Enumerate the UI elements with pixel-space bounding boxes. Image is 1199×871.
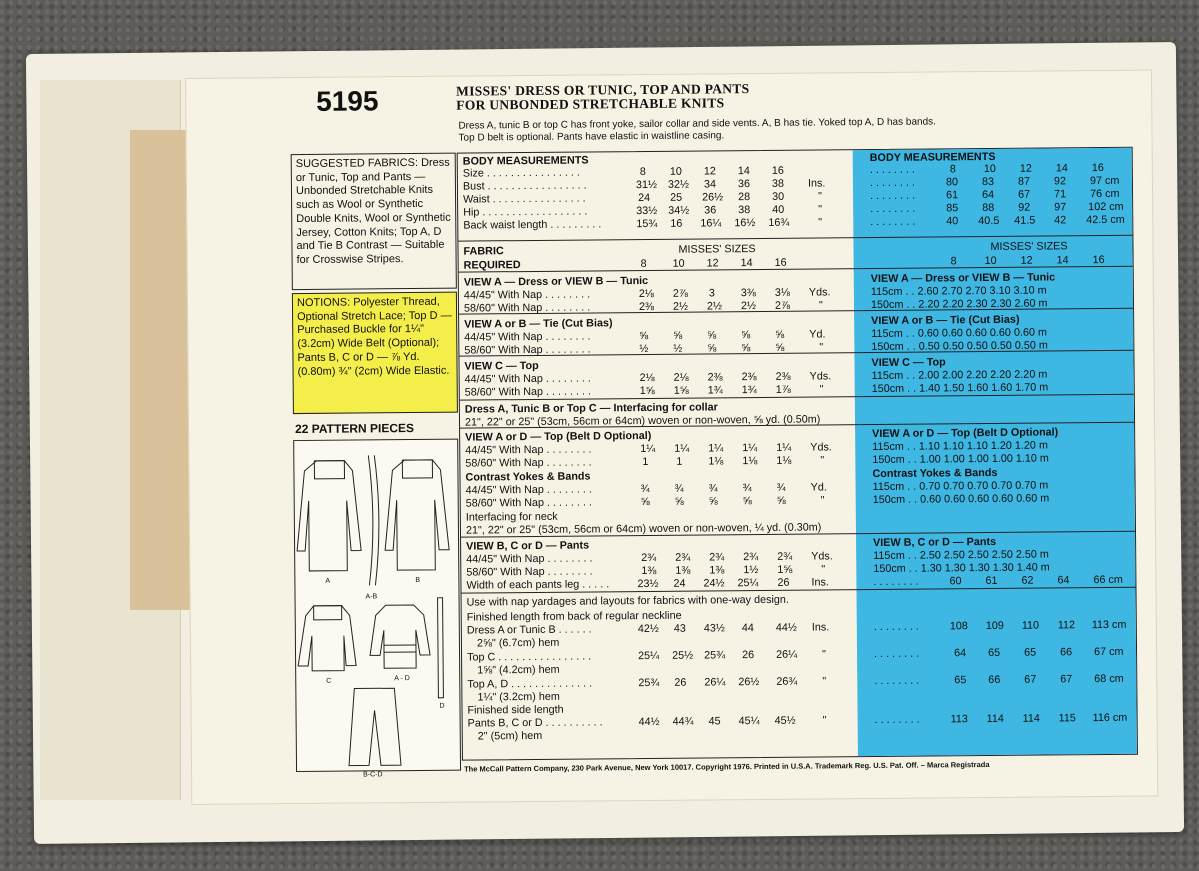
table-cell: Dress A, Tunic B or Top C — Interfacing for collar xyxy=(464,401,718,416)
table-cell: 64 xyxy=(981,188,995,202)
table-cell: 2¾ xyxy=(675,551,691,564)
table-cell: ⅝ xyxy=(708,495,718,508)
table-cell: . . . . . . . . xyxy=(869,163,915,177)
table-cell: 12 xyxy=(706,257,719,270)
table-cell: 26¾ xyxy=(776,675,798,688)
table-cell: 109 xyxy=(985,619,1004,633)
table-cell: 1⅜ xyxy=(641,564,657,578)
table-cell: 1¼" (3.2cm) hem xyxy=(477,690,560,704)
title-line-2: FOR UNBONDED STRETCHABLE KNITS xyxy=(456,95,725,113)
table-cell: 58/60" With Nap . . . . . . . . xyxy=(464,343,591,357)
table-cell: 116 cm xyxy=(1092,711,1128,725)
table-cell: 113 xyxy=(950,713,968,726)
table-cell: 8 xyxy=(639,165,646,179)
table-cell: ⅝ xyxy=(707,342,717,355)
table-cell: 67 xyxy=(1024,673,1037,686)
table-cell: 115cm . . 1.10 1.10 1.10 1.20 1.20 m xyxy=(872,439,1048,454)
table-cell: 64 xyxy=(953,647,967,660)
table-cell: 16½ xyxy=(734,217,756,230)
table-cell: 2⅛ xyxy=(639,371,655,385)
table-cell: 3⅜ xyxy=(740,287,756,300)
table-cell: " xyxy=(818,299,823,312)
table-cell: VIEW C — Top xyxy=(464,359,539,373)
table-cell: 115cm . . 2.00 2.00 2.20 2.20 2.20 m xyxy=(871,368,1048,383)
table-cell: REQUIRED xyxy=(463,259,521,272)
table-cell: 44/45" With Nap . . . . . . . . xyxy=(464,330,591,344)
table-cell: 1¼ xyxy=(776,441,792,454)
table-cell: 1⅛ xyxy=(708,455,724,468)
table-cell: 80 xyxy=(945,176,959,189)
table-cell: " xyxy=(818,203,823,216)
table-cell: 42.5 cm xyxy=(1086,213,1125,227)
table-cell: 66 cm xyxy=(1093,573,1123,587)
table-cell: 36 xyxy=(737,178,751,191)
table-cell: 26¼ xyxy=(776,648,798,661)
table-cell: MISSES' SIZES xyxy=(990,240,1068,253)
table-cell: 76 cm xyxy=(1089,187,1120,201)
table-cell: " xyxy=(822,714,827,727)
table-cell: 1¼ xyxy=(708,442,724,455)
table-cell: Yds. xyxy=(808,286,831,299)
table-cell: 150cm . . 1.30 1.30 1.30 1.30 1.40 m xyxy=(873,561,1050,576)
table-cell: Yd. xyxy=(809,328,826,341)
table-cell: " xyxy=(818,190,822,203)
table-cell: " xyxy=(822,675,827,688)
table-cell: 2⅜ xyxy=(775,370,791,383)
table-cell: 25 xyxy=(670,191,683,204)
table-cell: 58/60" With Nap . . . . . . . . xyxy=(463,301,591,315)
pants-sketch xyxy=(348,688,401,765)
table-cell: 45¼ xyxy=(738,715,760,728)
table-cell: 1¾ xyxy=(707,384,723,397)
table-cell: 3⅛ xyxy=(774,286,790,299)
table-cell: 34½ xyxy=(668,204,690,217)
tunic-b-sketch xyxy=(384,460,449,571)
table-cell: 65 xyxy=(1023,646,1037,659)
table-cell: 67 xyxy=(1017,188,1031,201)
table-cell: 61 xyxy=(946,189,959,202)
table-cell: 44/45" With Nap . . . . . . . . xyxy=(463,288,591,302)
sketch-label-d: D xyxy=(439,702,445,710)
table-cell: ⅝ xyxy=(775,328,785,341)
table-cell: 92 xyxy=(1053,175,1067,188)
table-cell: 12 xyxy=(1020,254,1033,267)
table-cell: 115cm . . 0.70 0.70 0.70 0.70 0.70 m xyxy=(872,479,1049,494)
table-cell: 44/45" With Nap . . . . . . . . xyxy=(466,552,593,566)
table-cell: ⅝ xyxy=(674,495,684,508)
table-cell: Yd. xyxy=(810,481,827,494)
table-cell: 21", 22" or 25" (53cm, 56cm or 64cm) woven or non-woven, ⅝ yd. (0.50m) xyxy=(464,413,821,429)
sketch-label-ab: A-B xyxy=(365,593,378,601)
table-cell: 14 xyxy=(740,257,753,270)
table-cell: 8 xyxy=(949,163,956,176)
table-cell: Interfacing for neck xyxy=(465,510,558,524)
table-cell: . . . . . . . . xyxy=(870,215,916,229)
table-cell: 113 cm xyxy=(1091,618,1127,632)
table-cell: 2¾ xyxy=(641,551,657,565)
table-cell: 66 xyxy=(1059,646,1073,659)
table-cell: 45½ xyxy=(774,714,796,727)
table-cell: 61 xyxy=(985,574,998,588)
table-cell: Ins. xyxy=(807,177,826,190)
table-cell: 1⅝ xyxy=(639,384,655,398)
table-cell: VIEW A — Dress or VIEW B — Tunic xyxy=(463,274,649,289)
table-cell: 25¼ xyxy=(737,577,759,590)
sketch-label-b: B xyxy=(415,576,421,585)
table-cell: 2⅜ xyxy=(741,371,757,384)
table-cell: 68 cm xyxy=(1094,672,1124,686)
table-cell: ⅝ xyxy=(742,495,752,508)
table-cell: 1⅛ xyxy=(776,454,792,467)
tunic-b-yoke xyxy=(402,460,432,478)
table-cell: ⅝ xyxy=(741,329,751,342)
table-cell: VIEW A — Dress or VIEW B — Tunic xyxy=(870,271,1056,286)
table-cell: . . . . . . . . xyxy=(873,620,919,634)
tissue-pieces xyxy=(130,130,190,610)
table-cell: " xyxy=(820,454,825,467)
pattern-back-sheet xyxy=(185,70,1158,805)
table-cell: 14 xyxy=(1056,254,1069,267)
dress-a-sketch xyxy=(296,460,361,571)
top-c-yoke xyxy=(314,606,342,620)
table-cell: ⅝ xyxy=(776,494,786,507)
pattern-title xyxy=(456,82,750,113)
table-cell: 38 xyxy=(738,204,751,217)
table-cell: 64 xyxy=(1057,574,1070,587)
table-cell: 85 xyxy=(946,202,959,215)
table-cell: 25¼ xyxy=(638,649,660,663)
table-cell: 44¾ xyxy=(672,715,694,728)
table-cell: 40 xyxy=(772,203,785,216)
description-line-2: Top D belt is optional. Pants have elastic in waistline casing. xyxy=(458,130,725,144)
table-cell: Finished length from back of regular neckline xyxy=(466,609,682,624)
table-cell: 2½ xyxy=(706,300,723,313)
table-cell: " xyxy=(821,563,826,576)
table-cell: 2½ xyxy=(740,300,757,313)
table-cell: . . . . . . . . xyxy=(869,176,915,190)
pattern-number: 5195 xyxy=(316,85,379,117)
table-cell: . . . . . . . . xyxy=(874,713,920,727)
pattern-description xyxy=(458,115,1118,145)
table-cell: 14 xyxy=(737,165,750,178)
table-cell: 2¾ xyxy=(709,551,725,564)
table-cell: 1⅜ xyxy=(675,564,691,577)
table-cell: " xyxy=(820,494,825,507)
table-cell: 44/45" With Nap . . . . . . . . xyxy=(465,483,592,497)
table-cell: 40.5 xyxy=(978,214,1000,228)
table-cell: 26 xyxy=(777,576,790,589)
table-cell: VIEW C — Top xyxy=(871,356,946,370)
table-cell: 97 cm xyxy=(1089,174,1120,188)
table-cell: 16¼ xyxy=(700,217,722,230)
sketch-label-ad: A - D xyxy=(394,675,410,683)
table-cell: 16 xyxy=(1091,161,1104,175)
table-cell: 34 xyxy=(703,178,717,191)
table-cell: Top C . . . . . . . . . . . . . . . . xyxy=(467,650,592,664)
table-cell: 16 xyxy=(771,164,784,177)
table-cell: ⅝ xyxy=(673,329,683,342)
table-cell: 115 xyxy=(1058,712,1076,725)
table-cell: 1¼ xyxy=(674,442,690,455)
table-cell: 36 xyxy=(704,204,717,217)
table-cell: 26¼ xyxy=(704,676,726,689)
table-cell: 66 xyxy=(988,673,1001,687)
table-cell: 8 xyxy=(950,255,957,268)
title-line-1: MISSES' DRESS OR TUNIC, TOP AND PANTS xyxy=(456,81,750,99)
table-cell: 110 xyxy=(1021,619,1040,632)
table-cell: 25¾ xyxy=(638,676,660,690)
table-cell: 2" (5cm) hem xyxy=(477,729,543,743)
table-cell: Ins. xyxy=(811,576,829,589)
table-cell: 12 xyxy=(703,165,716,178)
top-c-sketch xyxy=(298,606,357,672)
table-cell: ⅝ xyxy=(640,495,650,509)
table-cell: 31½ xyxy=(635,178,658,192)
table-cell: 43 xyxy=(673,622,686,635)
table-cell: 2⅛ xyxy=(673,371,689,384)
table-cell: 83 xyxy=(981,175,995,189)
table-cell: 92 xyxy=(1018,201,1031,214)
table-cell: Back waist length . . . . . . . . . xyxy=(463,218,602,232)
table-cell: 60 xyxy=(949,575,962,588)
table-cell: VIEW A or D — Top (Belt D Optional) xyxy=(872,426,1059,441)
table-cell: 114 xyxy=(986,712,1004,726)
copyright-footer: The McCall Pattern Company, 230 Park Avenue, New York 10017. Copyright 1976. Printed in U.S.A. Trademark Reg. U.S. Pat. Off. – Marca Registrada xyxy=(464,760,990,774)
table-cell: 2¾ xyxy=(777,550,793,563)
table-cell: 8 xyxy=(640,257,647,271)
yardage-table xyxy=(457,147,1138,761)
table-cell: 1⅞ xyxy=(775,383,791,396)
table-cell: 44/45" With Nap . . . . . . . . xyxy=(465,443,592,457)
table-cell: VIEW B, C or D — Pants xyxy=(466,539,590,553)
table-cell: 24 xyxy=(638,191,651,205)
table-cell: 16 xyxy=(670,217,683,230)
table-cell: Size . . . . . . . . . . . . . . . . xyxy=(462,166,580,180)
sketch-drawing xyxy=(294,440,460,779)
table-cell: " xyxy=(819,383,824,396)
suggested-fabrics: SUGGESTED FABRICS: Dress or Tunic, Top and Pants — Unbonded Stretchable Knits such as Wool or Synthetic Double Knits, Wool or Synthetic Jersey, Cotton Knits; Top A, D and Tie B Contrast — Suitable for Crosswise Stripes. xyxy=(291,153,457,290)
table-cell: 102 cm xyxy=(1088,200,1124,214)
table-cell: Width of each pants leg . . . . . xyxy=(466,578,610,592)
table-cell: 16 xyxy=(1092,253,1105,267)
table-cell: 12 xyxy=(1019,162,1032,175)
table-cell: 1⅝ xyxy=(777,563,793,576)
table-cell: ¾ xyxy=(640,482,650,496)
table-cell: ¾ xyxy=(776,481,786,494)
table-cell: 33½ xyxy=(636,204,658,218)
table-cell: 1¼ xyxy=(742,442,758,455)
table-cell: Waist . . . . . . . . . . . . . . . . xyxy=(463,192,586,206)
table-cell: 150cm . . 0.60 0.60 0.60 0.60 0.60 m xyxy=(872,492,1050,507)
table-cell: 25½ xyxy=(672,649,694,662)
table-cell: Contrast Yokes & Bands xyxy=(465,470,591,484)
table-cell: 28 xyxy=(738,191,751,204)
table-cell: 1¼ xyxy=(640,442,656,456)
table-cell: 26½ xyxy=(738,676,760,689)
table-cell: 58/60" With Nap . . . . . . . . xyxy=(465,456,592,470)
table-cell: ⅝ xyxy=(707,329,717,342)
table-cell: " xyxy=(818,216,823,229)
table-cell: Yds. xyxy=(811,550,833,563)
table-cell: ¾ xyxy=(742,482,752,495)
table-cell: 45 xyxy=(708,715,721,728)
table-cell: 65 xyxy=(987,646,1001,660)
table-cell: 10 xyxy=(669,165,682,178)
table-cell: 1 xyxy=(676,455,683,468)
table-cell: 44/45" With Nap . . . . . . . . xyxy=(464,372,591,386)
table-cell: 10 xyxy=(672,257,685,270)
table-cell: FABRIC xyxy=(463,245,504,258)
table-cell: BODY MEASUREMENTS xyxy=(462,154,589,168)
table-cell: 1⅝" (4.2cm) hem xyxy=(477,663,560,677)
notions: NOTIONS: Polyester Thread, Optional Stretch Lace; Top D — Purchased Buckle for 1¼" (3.2cm) Wide Belt (Optional); Pants B, C or D — ⅞ Yd. (0.80m) ¾" (2cm) Wide Elastic. xyxy=(292,292,458,414)
table-cell: Pants B, C or D . . . . . . . . . . xyxy=(467,716,603,730)
table-cell: Ins. xyxy=(811,621,830,634)
sketch-label-c: C xyxy=(326,677,332,685)
table-cell: Use with nap yardages and layouts for fabrics with one-way design. xyxy=(466,593,789,609)
table-cell: 32½ xyxy=(667,178,690,191)
table-cell: VIEW A or D — Top (Belt D Optional) xyxy=(465,429,652,444)
table-cell: 108 xyxy=(949,620,968,633)
table-cell: VIEW B, C or D — Pants xyxy=(873,535,997,550)
sketch-label-a: A xyxy=(325,577,331,585)
table-cell: 115cm . . 2.60 2.70 2.70 3.10 3.10 m xyxy=(870,284,1047,299)
table-cell: 115cm . . 2.50 2.50 2.50 2.50 2.50 m xyxy=(873,548,1049,563)
table-cell: 2½ xyxy=(672,300,689,313)
table-cell: ¾ xyxy=(674,482,684,495)
table-cell: ½ xyxy=(673,342,683,355)
table-cell: 58/60" With Nap . . . . . . . . xyxy=(466,565,593,579)
table-cell: VIEW A or B — Tie (Cut Bias) xyxy=(871,313,1020,328)
table-cell: Top A, D . . . . . . . . . . . . . . xyxy=(467,677,593,691)
table-cell: 1⅛ xyxy=(742,455,758,468)
table-cell: 42 xyxy=(1054,214,1067,227)
dress-a-yoke xyxy=(314,461,344,479)
table-cell: 150cm . . 1.40 1.50 1.60 1.60 1.70 m xyxy=(871,381,1049,396)
table-cell: Bust . . . . . . . . . . . . . . . . . xyxy=(462,179,587,193)
table-cell: 58/60" With Nap . . . . . . . . xyxy=(464,385,592,399)
pattern-pieces-count: 22 PATTERN PIECES xyxy=(295,421,415,437)
table-cell: BODY MEASUREMENTS xyxy=(869,150,996,165)
table-cell: 1⅝ xyxy=(673,384,689,397)
table-cell: 41.5 xyxy=(1014,214,1036,227)
table-cell: 2⅝" (6.7cm) hem xyxy=(476,636,560,650)
table-cell: 10 xyxy=(984,254,997,268)
table-cell: 65 xyxy=(954,674,967,687)
table-cell: 71 xyxy=(1053,188,1067,201)
table-cell: 15¾ xyxy=(636,217,658,231)
table-cell: 10 xyxy=(983,162,996,176)
tie-sketch xyxy=(368,455,379,585)
table-cell: 97 xyxy=(1054,201,1067,214)
table-cell: 16¾ xyxy=(768,216,790,229)
table-cell: 87 xyxy=(1017,175,1031,188)
table-cell: 14 xyxy=(1055,162,1068,175)
table-cell: " xyxy=(822,648,826,661)
table-cell: 43½ xyxy=(703,622,725,635)
table-cell: 2⅜ xyxy=(638,300,655,314)
table-cell: Finished side length xyxy=(467,703,564,717)
table-cell: 26½ xyxy=(702,191,724,204)
table-cell: 24½ xyxy=(703,577,725,590)
garment-sketches xyxy=(293,439,461,779)
table-cell: MISSES' SIZES xyxy=(678,243,756,256)
top-d-sketch xyxy=(370,605,431,669)
table-cell: 112 xyxy=(1057,619,1076,632)
table-cell: 150cm . . 2.20 2.20 2.30 2.30 2.60 m xyxy=(870,297,1048,312)
table-cell: 2¾ xyxy=(743,551,759,564)
table-cell: 25¾ xyxy=(704,649,726,662)
table-cell: 44½ xyxy=(775,621,797,634)
table-cell: 2⅛ xyxy=(638,287,654,301)
table-cell: 24 xyxy=(673,577,686,590)
table-cell: VIEW A or B — Tie (Cut Bias) xyxy=(464,317,613,331)
table-cell: 58/60" With Nap . . . . . . . . xyxy=(465,496,593,510)
table-cell: 38 xyxy=(771,177,785,190)
table-cell: 150cm . . 0.50 0.50 0.50 0.50 0.50 m xyxy=(871,339,1048,354)
table-cell: 21", 22" or 25" (53cm, 56cm or 64cm) woven or non-woven, ¼ yd. (0.30m) xyxy=(465,521,822,537)
table-cell: ¾ xyxy=(708,482,718,495)
left-column xyxy=(291,153,461,779)
table-cell: 1 xyxy=(642,455,649,469)
table-cell: 67 xyxy=(1060,673,1073,686)
table-cell: ⅝ xyxy=(775,341,785,354)
table-cell: 88 xyxy=(982,201,995,215)
table-cell: 2⅜ xyxy=(707,371,723,384)
table-cell: 1¾ xyxy=(741,384,757,397)
table-cell: Hip . . . . . . . . . . . . . . . . . . xyxy=(463,205,588,219)
table-cell: Yds. xyxy=(810,441,832,454)
table-cell: 150cm . . 1.00 1.00 1.00 1.00 1.10 m xyxy=(872,452,1049,467)
table-cell: 26 xyxy=(742,649,755,662)
table-cell: 62 xyxy=(1021,574,1034,587)
table-cell: 26 xyxy=(674,676,687,689)
table-cell: . . . . . . . . xyxy=(870,202,916,216)
table-cell: 67 cm xyxy=(1093,645,1124,659)
table-cell: 16 xyxy=(774,256,787,269)
description-line-1: Dress A, tunic B or top C has front yoke, sailor collar and side vents. A, B has tie. Yoked top A, D has bands. xyxy=(458,116,936,132)
table-cell: 114 xyxy=(1022,712,1040,725)
table-cell: 30 xyxy=(772,190,785,203)
belt-d-sketch xyxy=(438,598,444,698)
table-cell: . . . . . . . . xyxy=(870,189,916,203)
table-cell: 44 xyxy=(741,622,754,635)
table-cell: 42½ xyxy=(637,622,659,636)
table-cell: 23½ xyxy=(637,577,659,591)
table-cell: ½ xyxy=(639,342,649,356)
table-cell: 1½ xyxy=(743,564,759,577)
table-cell: . . . . . . . . xyxy=(873,575,919,589)
table-cell: 2⅞ xyxy=(672,287,688,300)
table-cell: 2⅞ xyxy=(774,299,791,312)
table-cell: 3 xyxy=(708,287,715,300)
table-cell: Dress A or Tunic B . . . . . . xyxy=(466,623,592,637)
table-cell: Yds. xyxy=(809,370,832,383)
table-cell: . . . . . . . . xyxy=(874,647,920,661)
table-cell: 44½ xyxy=(638,715,660,729)
table-cell: 1⅜ xyxy=(709,564,725,577)
table-cell: 115cm . . 0.60 0.60 0.60 0.60 0.60 m xyxy=(871,326,1047,341)
table-cell: Contrast Yokes & Bands xyxy=(872,466,998,481)
table-cell: 40 xyxy=(946,215,959,228)
table-cell: ⅝ xyxy=(741,342,751,355)
table-cell: " xyxy=(819,341,824,354)
table-cell: . . . . . . . . xyxy=(874,674,920,688)
table-cell: ⅝ xyxy=(639,329,649,343)
sketch-label-bcd: B-C-D xyxy=(363,771,383,779)
